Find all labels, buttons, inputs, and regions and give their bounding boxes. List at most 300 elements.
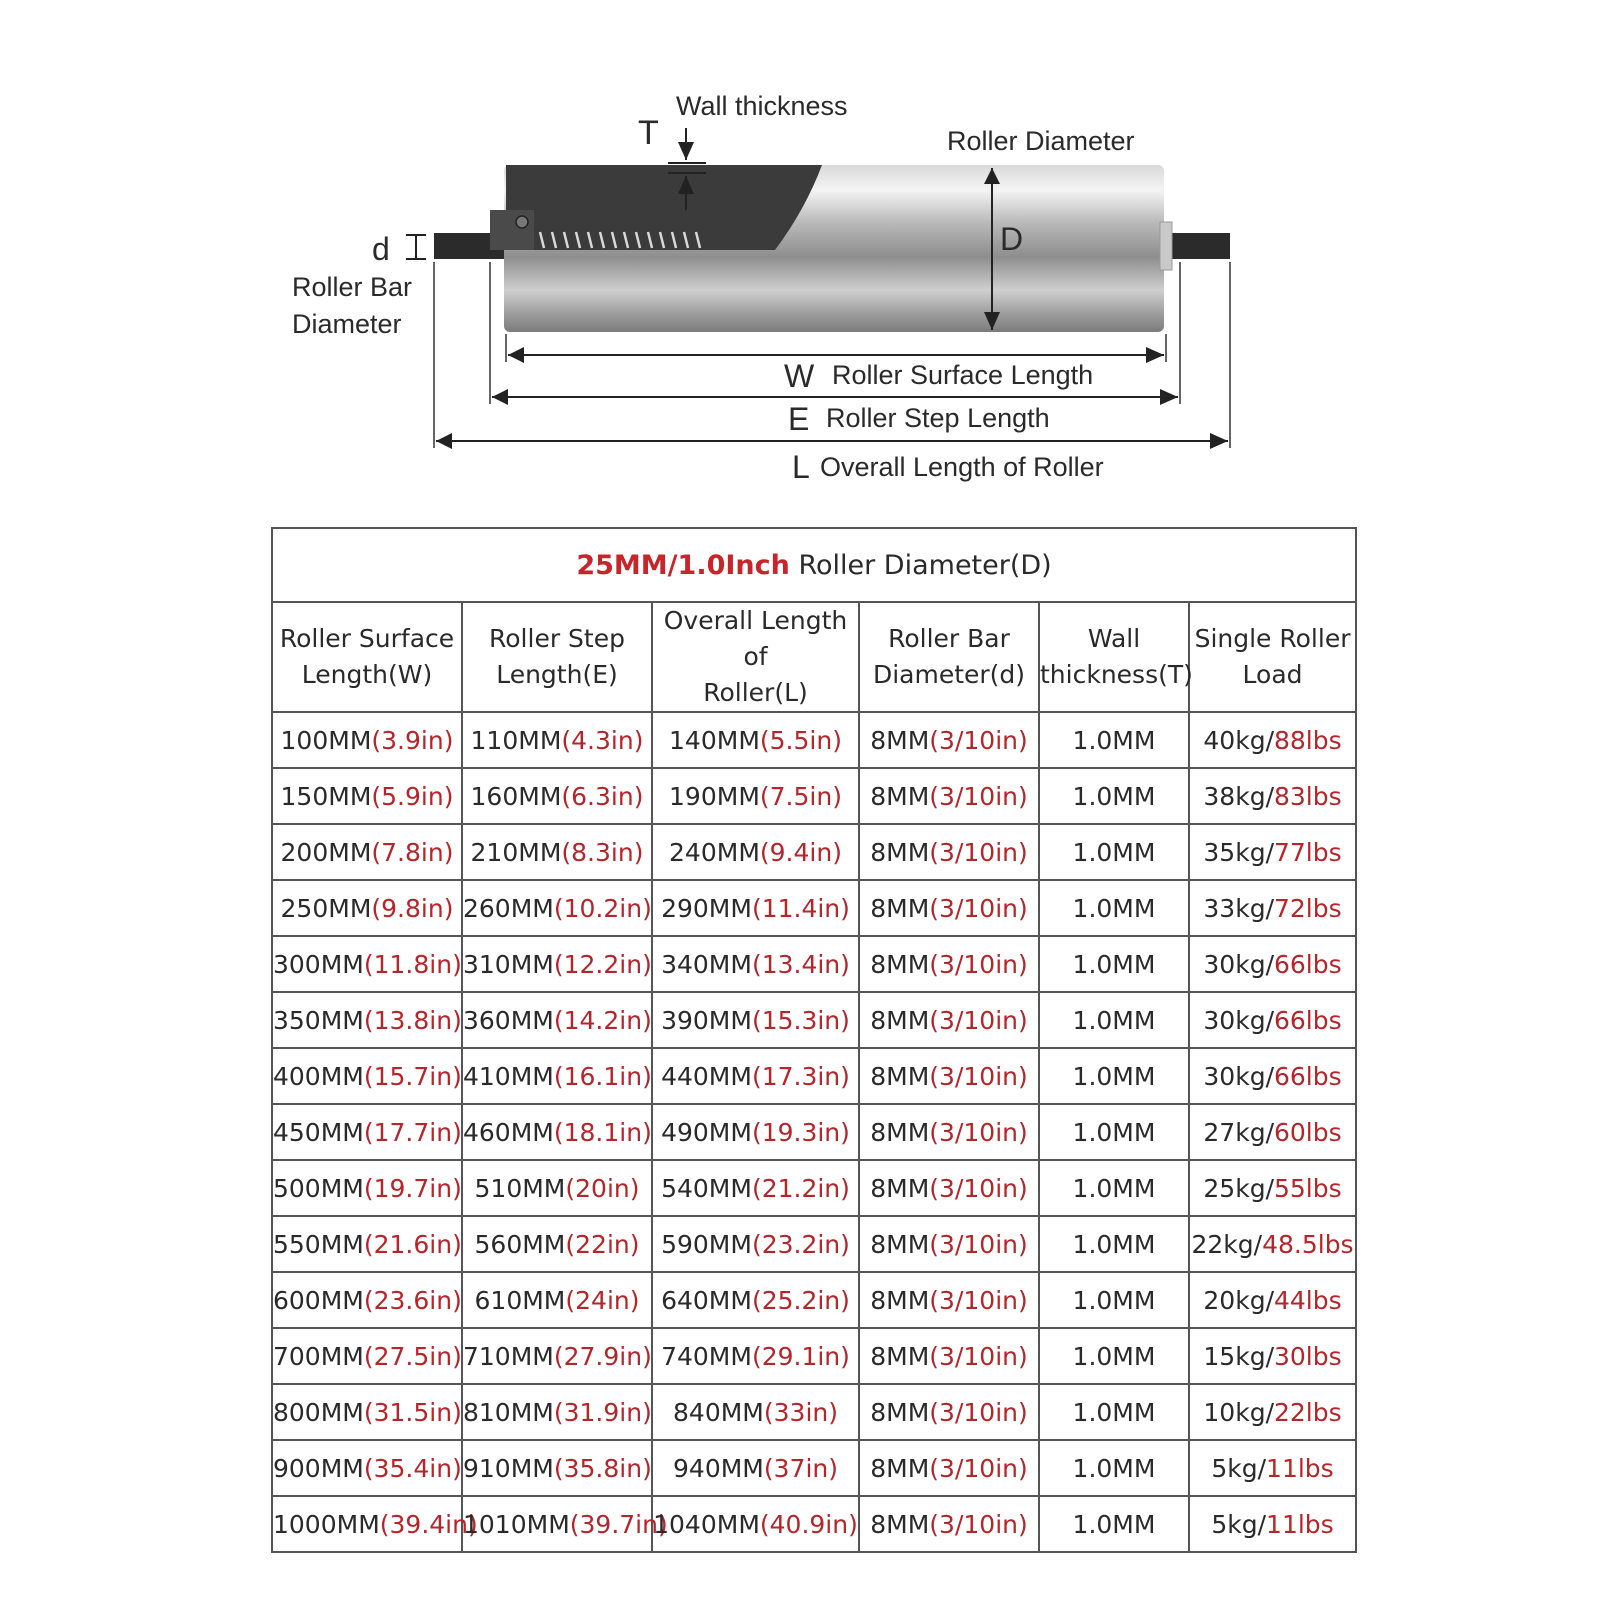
table-cell <box>859 712 1039 768</box>
cell-secondary-value: (5.5in) <box>759 725 842 755</box>
right-end-cap <box>1160 222 1172 270</box>
cell-secondary-value: (3/10in) <box>929 1229 1028 1259</box>
cell-primary-value: 5kg/ <box>1211 1509 1267 1539</box>
column-header-line2: Load <box>1242 660 1303 689</box>
cell-primary-value: 8MM <box>870 1117 930 1147</box>
cell-primary-value: 1.0MM <box>1072 1173 1156 1203</box>
cell-secondary-value: 11lbs <box>1266 1453 1334 1483</box>
table-row <box>272 1272 1356 1328</box>
table-cell <box>272 1440 462 1496</box>
table-row <box>272 1048 1356 1104</box>
cell-secondary-value: (39.4in) <box>379 1509 478 1539</box>
table-cell <box>859 1440 1039 1496</box>
table-cell <box>272 768 462 824</box>
table-row <box>272 1328 1356 1384</box>
cell-primary-value: 5kg/ <box>1211 1453 1267 1483</box>
cell-primary-value: 1010MM <box>463 1509 570 1539</box>
cell-secondary-value: 83lbs <box>1274 781 1342 811</box>
cell-primary-value: 8MM <box>870 1341 930 1371</box>
cell-primary-value: 800MM <box>273 1397 364 1427</box>
table-cell <box>272 1104 462 1160</box>
table-cell <box>1039 1160 1189 1216</box>
cell-primary-value: 250MM <box>280 893 372 923</box>
cell-secondary-value: (3/10in) <box>929 1285 1028 1315</box>
column-header <box>1039 602 1193 712</box>
cell-primary-value: 1040MM <box>653 1509 760 1539</box>
table-cell <box>859 768 1039 824</box>
cell-secondary-value: (33in) <box>763 1397 838 1427</box>
cell-secondary-value: (6.3in) <box>561 781 644 811</box>
column-header <box>1189 602 1356 712</box>
table-cell <box>1189 1160 1356 1216</box>
table-cell <box>462 1104 652 1160</box>
table-cell <box>859 1048 1039 1104</box>
table-cell <box>272 1496 478 1552</box>
cell-primary-value: 1.0MM <box>1072 1061 1156 1091</box>
cell-secondary-value: (16.1in) <box>553 1061 652 1091</box>
table-cell <box>859 936 1039 992</box>
cell-primary-value: 410MM <box>463 1061 554 1091</box>
table-title-highlight: 25MM/1.0Inch <box>576 549 790 581</box>
table-cell <box>1189 1272 1356 1328</box>
table-cell <box>462 1048 652 1104</box>
table-cell <box>1189 936 1356 992</box>
column-header-line1: Roller Step <box>489 624 625 653</box>
cell-primary-value: 600MM <box>273 1285 364 1315</box>
spec-table <box>271 527 1357 1553</box>
table-cell <box>1039 712 1189 768</box>
cell-secondary-value: (9.8in) <box>371 893 454 923</box>
cell-secondary-value: (21.6in) <box>363 1229 462 1259</box>
cell-primary-value: 1.0MM <box>1072 837 1156 867</box>
cell-primary-value: 8MM <box>870 1173 930 1203</box>
cell-primary-value: 840MM <box>673 1397 764 1427</box>
table-cell <box>859 1104 1039 1160</box>
table-cell <box>272 880 462 936</box>
cell-primary-value: 1.0MM <box>1072 1117 1156 1147</box>
table-cell <box>652 1440 859 1496</box>
cell-secondary-value: (19.7in) <box>363 1173 462 1203</box>
table-cell <box>1189 1328 1356 1384</box>
table-cell <box>652 1328 859 1384</box>
cell-secondary-value: (31.5in) <box>363 1397 462 1427</box>
cell-secondary-value: (3/10in) <box>929 1005 1028 1035</box>
cell-secondary-value: (35.8in) <box>553 1453 652 1483</box>
cell-primary-value: 350MM <box>273 1005 364 1035</box>
cell-secondary-value: (23.6in) <box>363 1285 462 1315</box>
cell-primary-value: 460MM <box>463 1117 554 1147</box>
column-header-line1: Wall <box>1087 624 1141 653</box>
table-row <box>272 1160 1356 1216</box>
cell-secondary-value: (22in) <box>565 1229 640 1259</box>
cell-primary-value: 1.0MM <box>1072 1229 1156 1259</box>
cell-secondary-value: 11lbs <box>1266 1509 1334 1539</box>
cell-primary-value: 100MM <box>280 725 372 755</box>
cell-secondary-value: (3/10in) <box>929 725 1028 755</box>
table-row <box>272 1440 1356 1496</box>
cell-primary-value: 110MM <box>470 725 562 755</box>
table-cell <box>272 992 462 1048</box>
table-cell <box>859 880 1039 936</box>
table-cell <box>1039 1216 1189 1272</box>
cell-primary-value: 190MM <box>669 781 760 811</box>
cell-secondary-value: (13.4in) <box>751 949 850 979</box>
table-cell <box>1039 936 1189 992</box>
cell-primary-value: 30kg/ <box>1203 1005 1274 1035</box>
cell-primary-value: 550MM <box>273 1229 364 1259</box>
cell-primary-value: 150MM <box>280 781 372 811</box>
cell-primary-value: 8MM <box>870 949 930 979</box>
cell-primary-value: 8MM <box>870 1061 930 1091</box>
column-header-line1: Roller Surface <box>279 624 455 653</box>
table-cell <box>462 1384 652 1440</box>
cell-primary-value: 1.0MM <box>1072 1341 1156 1371</box>
cell-primary-value: 1.0MM <box>1072 893 1156 923</box>
cell-primary-value: 590MM <box>661 1229 752 1259</box>
table-row <box>272 712 1356 768</box>
cell-primary-value: 510MM <box>474 1173 566 1203</box>
cell-primary-value: 8MM <box>870 1229 930 1259</box>
table-row <box>272 1216 1356 1272</box>
table-cell <box>462 824 652 880</box>
cell-primary-value: 33kg/ <box>1203 893 1274 923</box>
table-cell <box>1039 880 1189 936</box>
column-header-line2: Length(E) <box>496 660 618 689</box>
cell-primary-value: 8MM <box>870 1509 930 1539</box>
table-cell <box>272 1328 462 1384</box>
column-header <box>272 602 462 712</box>
column-header-line2: thickness(T) <box>1040 660 1193 689</box>
table-cell <box>272 936 462 992</box>
table-cell <box>1039 1328 1189 1384</box>
cell-secondary-value: (11.8in) <box>363 949 462 979</box>
cell-secondary-value: 66lbs <box>1274 1005 1342 1035</box>
cell-primary-value: 940MM <box>673 1453 764 1483</box>
column-header <box>652 602 859 712</box>
table-cell <box>652 1272 859 1328</box>
cell-secondary-value: (3/10in) <box>929 1173 1028 1203</box>
cell-primary-value: 8MM <box>870 837 930 867</box>
e-letter: E <box>788 401 810 437</box>
table-cell <box>462 1272 652 1328</box>
cell-primary-value: 140MM <box>669 725 760 755</box>
column-header <box>462 602 652 712</box>
table-cell <box>652 936 859 992</box>
column-header-line2: Diameter(d) <box>872 660 1026 689</box>
table-cell <box>652 712 859 768</box>
cell-primary-value: 8MM <box>870 1285 930 1315</box>
cell-secondary-value: (7.5in) <box>759 781 842 811</box>
cell-secondary-value: 60lbs <box>1274 1117 1342 1147</box>
cell-secondary-value: 44lbs <box>1274 1285 1342 1315</box>
table-cell <box>1189 1384 1356 1440</box>
cell-primary-value: 540MM <box>661 1173 752 1203</box>
table-row <box>272 1384 1356 1440</box>
table-row <box>272 824 1356 880</box>
table-cell <box>1039 1384 1189 1440</box>
column-header-line1: Roller Bar <box>888 624 1010 653</box>
table-cell <box>859 1272 1039 1328</box>
cell-primary-value: 440MM <box>661 1061 752 1091</box>
table-cell <box>652 880 859 936</box>
table-cell <box>1039 1104 1189 1160</box>
wall-thickness-label: Wall thickness <box>676 91 848 121</box>
table-cell <box>1189 824 1356 880</box>
table-cell <box>272 1048 462 1104</box>
table-body <box>272 712 1356 1552</box>
cell-secondary-value: (25.2in) <box>751 1285 850 1315</box>
cell-secondary-value: (20in) <box>565 1173 640 1203</box>
cell-secondary-value: (14.2in) <box>553 1005 652 1035</box>
table-cell <box>652 1104 859 1160</box>
cell-primary-value: 8MM <box>870 893 930 923</box>
table-cell <box>1189 880 1356 936</box>
cell-secondary-value: 66lbs <box>1274 1061 1342 1091</box>
cell-primary-value: 35kg/ <box>1203 837 1274 867</box>
table-cell <box>1189 992 1356 1048</box>
cell-secondary-value: (4.3in) <box>561 725 644 755</box>
table-cell <box>1039 768 1189 824</box>
cell-primary-value: 340MM <box>661 949 752 979</box>
table-cell <box>272 824 462 880</box>
cell-secondary-value: (39.7in) <box>569 1509 668 1539</box>
cell-secondary-value: (3/10in) <box>929 1453 1028 1483</box>
cell-primary-value: 10kg/ <box>1203 1397 1274 1427</box>
cell-secondary-value: 77lbs <box>1274 837 1342 867</box>
table-row <box>272 1496 1356 1552</box>
cell-primary-value: 560MM <box>474 1229 566 1259</box>
table-header-row <box>272 602 1356 712</box>
cell-primary-value: 200MM <box>280 837 372 867</box>
table-cell <box>652 1496 859 1552</box>
table-title-rest: Roller Diameter(D) <box>789 549 1052 581</box>
d-small-letter: d <box>372 231 390 267</box>
cell-primary-value: 8MM <box>870 781 930 811</box>
cell-primary-value: 40kg/ <box>1203 725 1274 755</box>
cell-secondary-value: (17.3in) <box>751 1061 850 1091</box>
column-header-line2: Roller(L) <box>703 678 808 707</box>
table-cell <box>1189 1496 1356 1552</box>
table-row <box>272 936 1356 992</box>
bearing-housing <box>490 210 534 250</box>
cell-primary-value: 360MM <box>463 1005 554 1035</box>
cell-secondary-value: (3/10in) <box>929 1341 1028 1371</box>
cell-primary-value: 300MM <box>273 949 364 979</box>
t-letter: T <box>638 114 659 152</box>
cell-primary-value: 8MM <box>870 725 930 755</box>
cell-secondary-value: (15.3in) <box>751 1005 850 1035</box>
e-label: Roller Step Length <box>826 403 1050 433</box>
cell-secondary-value: 66lbs <box>1274 949 1342 979</box>
table-cell <box>652 768 859 824</box>
cell-primary-value: 1.0MM <box>1072 725 1156 755</box>
table-row <box>272 768 1356 824</box>
cell-primary-value: 810MM <box>463 1397 554 1427</box>
table-cell <box>652 1048 859 1104</box>
cell-primary-value: 1.0MM <box>1072 949 1156 979</box>
table-cell <box>1189 712 1356 768</box>
table-cell <box>462 1328 652 1384</box>
table-cell <box>859 1496 1039 1552</box>
table-cell <box>272 712 462 768</box>
l-letter: L <box>792 449 810 485</box>
cell-primary-value: 25kg/ <box>1203 1173 1274 1203</box>
cell-secondary-value: (17.7in) <box>363 1117 462 1147</box>
table-cell <box>1189 1216 1356 1272</box>
cell-secondary-value: 55lbs <box>1274 1173 1342 1203</box>
column-header-line1: Overall Length of <box>663 606 848 671</box>
cell-primary-value: 1.0MM <box>1072 1453 1156 1483</box>
table-cell <box>652 824 859 880</box>
cell-secondary-value: 48.5lbs <box>1262 1229 1354 1259</box>
cell-secondary-value: (35.4in) <box>363 1453 462 1483</box>
bearing-icon <box>516 216 528 228</box>
cell-primary-value: 8MM <box>870 1005 930 1035</box>
cell-primary-value: 1.0MM <box>1072 1005 1156 1035</box>
cell-secondary-value: (27.9in) <box>553 1341 652 1371</box>
table-row <box>272 880 1356 936</box>
table-cell <box>859 1384 1039 1440</box>
cell-primary-value: 290MM <box>661 893 752 923</box>
cell-secondary-value: (3/10in) <box>929 949 1028 979</box>
table-cell <box>272 1384 462 1440</box>
cell-primary-value: 1.0MM <box>1072 1397 1156 1427</box>
table-cell <box>462 880 652 936</box>
cell-primary-value: 30kg/ <box>1203 949 1274 979</box>
table-row <box>272 992 1356 1048</box>
cell-primary-value: 740MM <box>661 1341 752 1371</box>
table-cell <box>859 1160 1039 1216</box>
table-cell <box>652 1216 859 1272</box>
cell-secondary-value: 22lbs <box>1274 1397 1342 1427</box>
cell-secondary-value: (7.8in) <box>371 837 454 867</box>
cell-primary-value: 210MM <box>470 837 562 867</box>
table-cell <box>272 1272 462 1328</box>
table-cell <box>272 1216 462 1272</box>
table-title-row <box>272 528 1356 602</box>
table-cell <box>462 712 652 768</box>
column-header <box>859 602 1039 712</box>
cell-primary-value: 27kg/ <box>1203 1117 1274 1147</box>
table-cell <box>859 1328 1039 1384</box>
cell-secondary-value: (8.3in) <box>561 837 644 867</box>
table-cell <box>859 824 1039 880</box>
cell-secondary-value: 30lbs <box>1274 1341 1342 1371</box>
cell-secondary-value: (31.9in) <box>553 1397 652 1427</box>
table-cell <box>272 1160 462 1216</box>
cell-primary-value: 390MM <box>661 1005 752 1035</box>
roller-bar-label-line1: Roller Bar <box>292 272 413 302</box>
table-title <box>272 528 1356 602</box>
table-row <box>272 1104 1356 1160</box>
table-cell <box>1189 768 1356 824</box>
cell-primary-value: 15kg/ <box>1203 1341 1274 1371</box>
table-cell <box>652 1384 859 1440</box>
cell-primary-value: 260MM <box>463 893 554 923</box>
cell-primary-value: 700MM <box>273 1341 364 1371</box>
cell-secondary-value: (5.9in) <box>371 781 454 811</box>
cell-primary-value: 1000MM <box>273 1509 380 1539</box>
cell-primary-value: 610MM <box>474 1285 566 1315</box>
cell-primary-value: 22kg/ <box>1191 1229 1263 1259</box>
cell-secondary-value: (23.2in) <box>751 1229 850 1259</box>
table-cell <box>1189 1104 1356 1160</box>
cell-primary-value: 640MM <box>661 1285 752 1315</box>
table-cell <box>1039 1272 1189 1328</box>
cell-secondary-value: (11.4in) <box>751 893 850 923</box>
cell-secondary-value: (18.1in) <box>553 1117 652 1147</box>
table-cell <box>462 992 652 1048</box>
cell-secondary-value: (21.2in) <box>751 1173 850 1203</box>
table-cell <box>1039 824 1189 880</box>
table-cell <box>462 768 652 824</box>
cell-secondary-value: (3/10in) <box>929 1061 1028 1091</box>
cell-primary-value: 160MM <box>470 781 562 811</box>
cell-secondary-value: (3/10in) <box>929 1509 1028 1539</box>
roller-diagram <box>0 0 1601 500</box>
cell-primary-value: 1.0MM <box>1072 1285 1156 1315</box>
table-cell <box>462 1216 652 1272</box>
cell-primary-value: 20kg/ <box>1203 1285 1274 1315</box>
table-cell <box>1189 1440 1356 1496</box>
cell-primary-value: 400MM <box>273 1061 364 1091</box>
table-cell <box>1039 1496 1189 1552</box>
right-shaft <box>1168 233 1230 259</box>
cell-primary-value: 900MM <box>273 1453 364 1483</box>
cell-primary-value: 490MM <box>661 1117 752 1147</box>
cell-secondary-value: (12.2in) <box>553 949 652 979</box>
cell-primary-value: 8MM <box>870 1453 930 1483</box>
cell-secondary-value: (37in) <box>763 1453 838 1483</box>
cell-secondary-value: (19.3in) <box>751 1117 850 1147</box>
cell-secondary-value: (10.2in) <box>553 893 652 923</box>
table-cell <box>462 936 652 992</box>
cell-secondary-value: (15.7in) <box>363 1061 462 1091</box>
table-cell <box>652 1160 859 1216</box>
cell-secondary-value: (27.5in) <box>363 1341 462 1371</box>
table-cell <box>462 1496 668 1552</box>
w-letter: W <box>784 358 815 394</box>
cell-secondary-value: (3/10in) <box>929 837 1028 867</box>
table-cell <box>1039 1048 1189 1104</box>
cell-primary-value: 910MM <box>463 1453 554 1483</box>
cell-primary-value: 30kg/ <box>1203 1061 1274 1091</box>
cell-primary-value: 8MM <box>870 1397 930 1427</box>
cell-secondary-value: 88lbs <box>1274 725 1342 755</box>
table-cell <box>1039 992 1189 1048</box>
cell-primary-value: 38kg/ <box>1203 781 1274 811</box>
cell-primary-value: 310MM <box>463 949 554 979</box>
cell-primary-value: 240MM <box>669 837 760 867</box>
table-cell <box>462 1440 652 1496</box>
table-cell <box>859 992 1039 1048</box>
cell-secondary-value: (3.9in) <box>371 725 454 755</box>
cell-secondary-value: (3/10in) <box>929 781 1028 811</box>
cell-primary-value: 450MM <box>273 1117 364 1147</box>
d-big-letter: D <box>1000 221 1024 257</box>
cell-secondary-value: (3/10in) <box>929 893 1028 923</box>
table-cell <box>462 1160 652 1216</box>
table-cell <box>652 992 859 1048</box>
cell-secondary-value: (3/10in) <box>929 1397 1028 1427</box>
cell-secondary-value: 72lbs <box>1274 893 1342 923</box>
roller-bar-label-line2: Diameter <box>292 309 402 339</box>
roller-diameter-label: Roller Diameter <box>947 126 1135 156</box>
column-header-line2: Length(W) <box>301 660 433 689</box>
cell-secondary-value: (40.9in) <box>759 1509 858 1539</box>
cell-secondary-value: (29.1in) <box>751 1341 850 1371</box>
bar-diameter-marker <box>406 235 426 259</box>
